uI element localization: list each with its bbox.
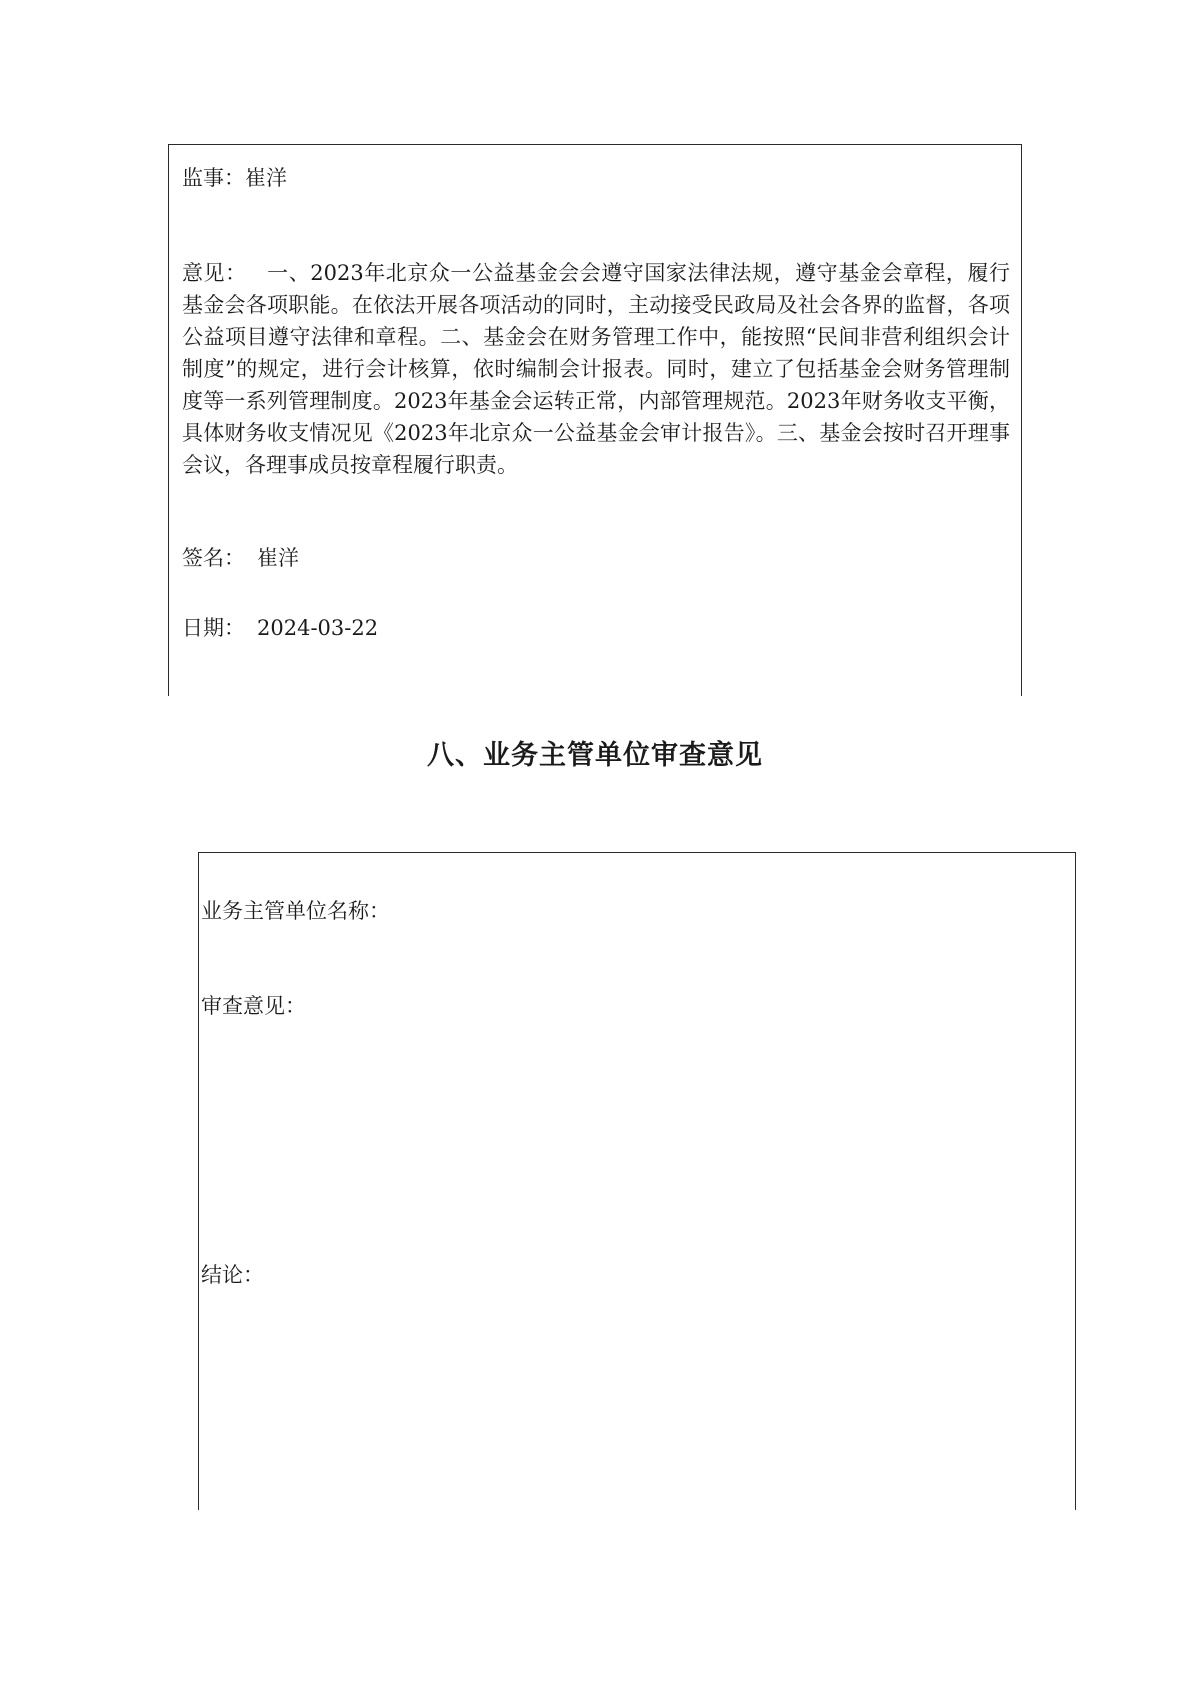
supervisor-opinion-box bbox=[168, 144, 1022, 696]
supervisor-name: 崔洋 bbox=[245, 166, 287, 190]
opinion-paragraph bbox=[182, 257, 1010, 481]
date-value: 2024-03-22 bbox=[257, 616, 379, 640]
date-line bbox=[182, 612, 378, 644]
supervisor-label: 监事： bbox=[182, 166, 245, 190]
opinion-text: 一、2023年北京众一公益基金会会遵守国家法律法规，遵守基金会章程，履行基金会各项职能。在依法开展各项活动的同时，主动接受民政局及社会各界的监督，各项公益项目遵守法律和章程。二、基金会在财务管理工作中，能按照“民间非营利组织会计制度”的规定，进行会计核算，依时编制会计报表。同时，建立了包括基金会财务管理制度等一系列管理制度。2023年基金会运转正常，内部管理规范。2023年财务收支平衡，具体财务收支情况见《2023年北京众一公益基金会审计报告》。三、基金会按时召开理事会议，各理事成员按章程履行职责。 bbox=[182, 261, 1010, 477]
authority-review-box bbox=[198, 852, 1076, 1510]
signature-label: 签名： bbox=[182, 546, 245, 570]
conclusion-label: 结论： bbox=[201, 1263, 264, 1287]
review-opinion-label: 审查意见： bbox=[201, 994, 306, 1018]
date-label: 日期： bbox=[182, 616, 245, 640]
signature-value: 崔洋 bbox=[257, 546, 299, 570]
unit-name-label: 业务主管单位名称： bbox=[201, 899, 390, 923]
supervisor-line bbox=[182, 162, 287, 194]
signature-line bbox=[182, 542, 299, 574]
opinion-label: 意见： bbox=[182, 261, 247, 285]
section-heading: 八、业务主管单位审查意见 bbox=[427, 740, 763, 771]
